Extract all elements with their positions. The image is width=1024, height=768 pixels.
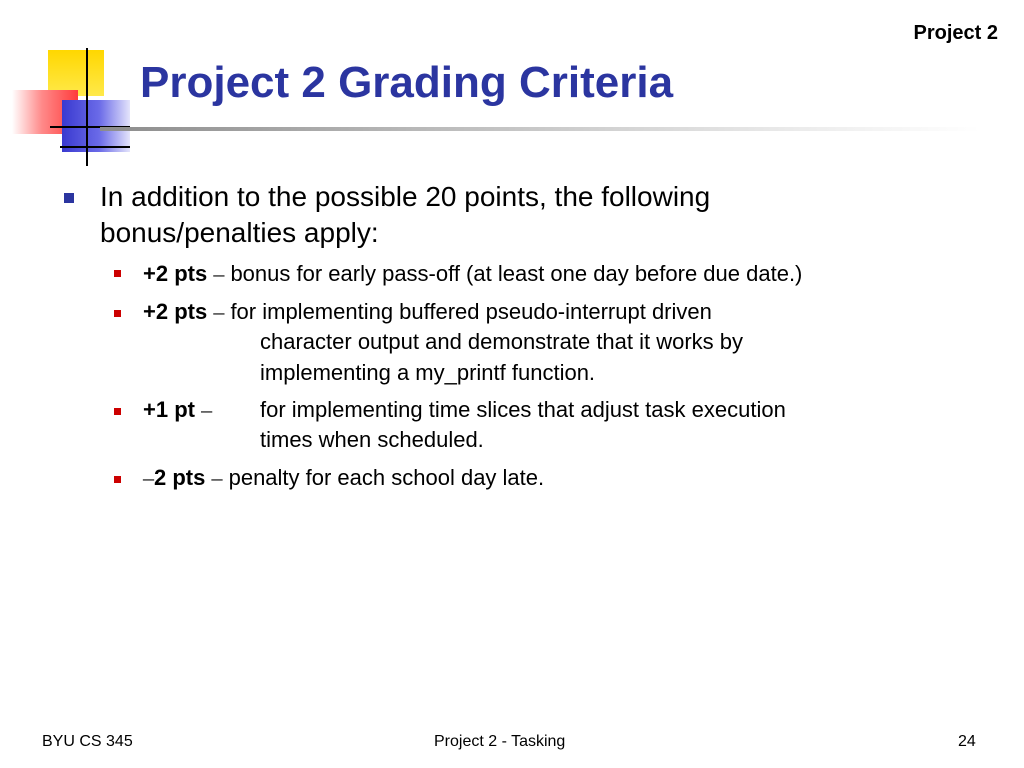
item-text: bonus for early pass-off (at least one day before due date.) — [224, 261, 803, 286]
list-item — [143, 462, 544, 493]
footer-course: BYU CS 345 — [42, 733, 133, 750]
list-item — [143, 258, 802, 289]
item-continuation: times when scheduled. — [260, 427, 484, 452]
footer-title: Project 2 - Tasking — [434, 733, 566, 750]
dash-separator: – — [211, 465, 223, 490]
item-text: for implementing buffered pseudo-interrupt driven — [224, 299, 712, 324]
intro-text: In addition to the possible 20 points, the following bonus/penalties apply: — [100, 181, 711, 248]
item-continuation: character output and demonstrate that it works by — [260, 329, 744, 354]
small-square-bullet-icon — [114, 476, 121, 483]
item-text: for implementing time slices that adjust task execution — [260, 397, 786, 422]
small-square-bullet-icon — [114, 408, 121, 415]
dash-separator: – — [213, 299, 225, 324]
points-label: +1 pt — [143, 397, 195, 422]
logo-horizontal-line — [60, 146, 130, 148]
item-continuation: implementing a my_printf function. — [260, 360, 596, 385]
minus-sign: – — [143, 465, 154, 490]
header-tag: Project 2 — [913, 22, 998, 44]
points-label: +2 pts — [143, 299, 208, 324]
list-item — [143, 394, 212, 425]
dash-separator: – — [213, 261, 225, 286]
squares-logo-icon — [0, 0, 150, 170]
small-square-bullet-icon — [114, 310, 121, 317]
dash-separator: – — [201, 397, 213, 422]
slide-title: Project 2 Grading Criteria — [140, 58, 674, 107]
footer-page-number: 24 — [958, 733, 976, 750]
points-label: +2 pts — [143, 261, 208, 286]
points-label: 2 pts — [154, 465, 206, 490]
title-underline-rule — [100, 127, 980, 131]
square-bullet-icon — [64, 193, 74, 203]
list-item — [143, 296, 712, 327]
item-text: penalty for each school day late. — [222, 465, 545, 490]
small-square-bullet-icon — [114, 270, 121, 277]
logo-vertical-line — [86, 48, 88, 166]
